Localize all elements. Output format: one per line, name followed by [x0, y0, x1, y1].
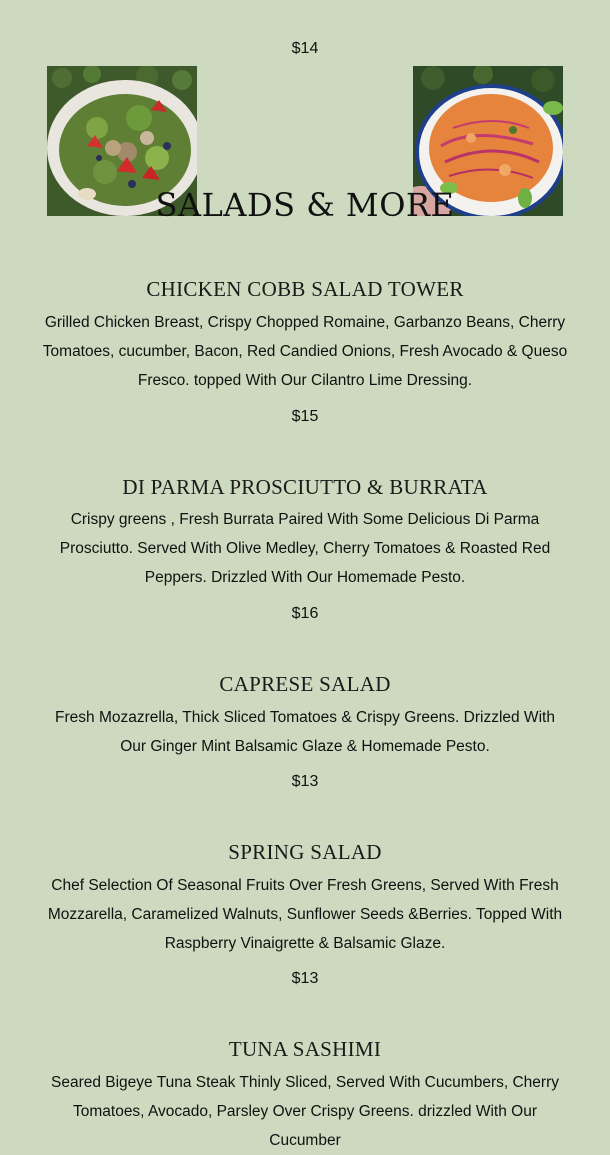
item-name: DI PARMA PROSCIUTTO & BURRATA: [122, 475, 488, 499]
item-name: TUNA SASHIMI: [228, 1037, 382, 1061]
item-name: CHICKEN COBB SALAD TOWER: [146, 277, 464, 301]
previous-item-price: $14: [291, 40, 319, 57]
item-price: $13: [291, 970, 319, 987]
item-name: CAPRESE SALAD: [219, 672, 391, 696]
item-description: Seared Bigeye Tuna Steak Thinly Sliced, Served With Cucumbers, Cherry Tomatoes, Avocado, Parsley Over Crispy Greens. drizzled With Our Cucumber: [50, 1074, 559, 1149]
item-description: Grilled Chicken Breast, Crispy Chopped Romaine, Garbanzo Beans, Cherry Tomatoes, cucumber, Bacon, Red Candied Onions, Fresh Avocado & Queso Fresco. topped With Our Cilantro Lime Dressing.: [42, 314, 568, 389]
item-description: Chef Selection Of Seasonal Fruits Over Fresh Greens, Served With Fresh Mozzarella, Caramelized Walnuts, Sunflower Seeds &Berries. Topped With Raspberry Vinaigrette & Balsamic Glaze.: [47, 877, 563, 952]
item-price: $16: [291, 605, 319, 622]
item-description: Fresh Mozazrella, Thick Sliced Tomatoes & Crispy Greens. Drizzled With Our Ginger Mint Balsamic Glaze & Homemade Pesto.: [55, 709, 555, 755]
item-name: SPRING SALAD: [228, 840, 382, 864]
section-title: SALADS & MORE: [155, 186, 455, 224]
item-price: $15: [291, 408, 319, 425]
item-price: $13: [291, 773, 319, 790]
item-description: Crispy greens , Fresh Burrata Paired With Some Delicious Di Parma Prosciutto. Served With Olive Medley, Cherry Tomatoes & Roasted Red Peppers. Drizzled With Our Homemade Pesto.: [59, 511, 551, 586]
